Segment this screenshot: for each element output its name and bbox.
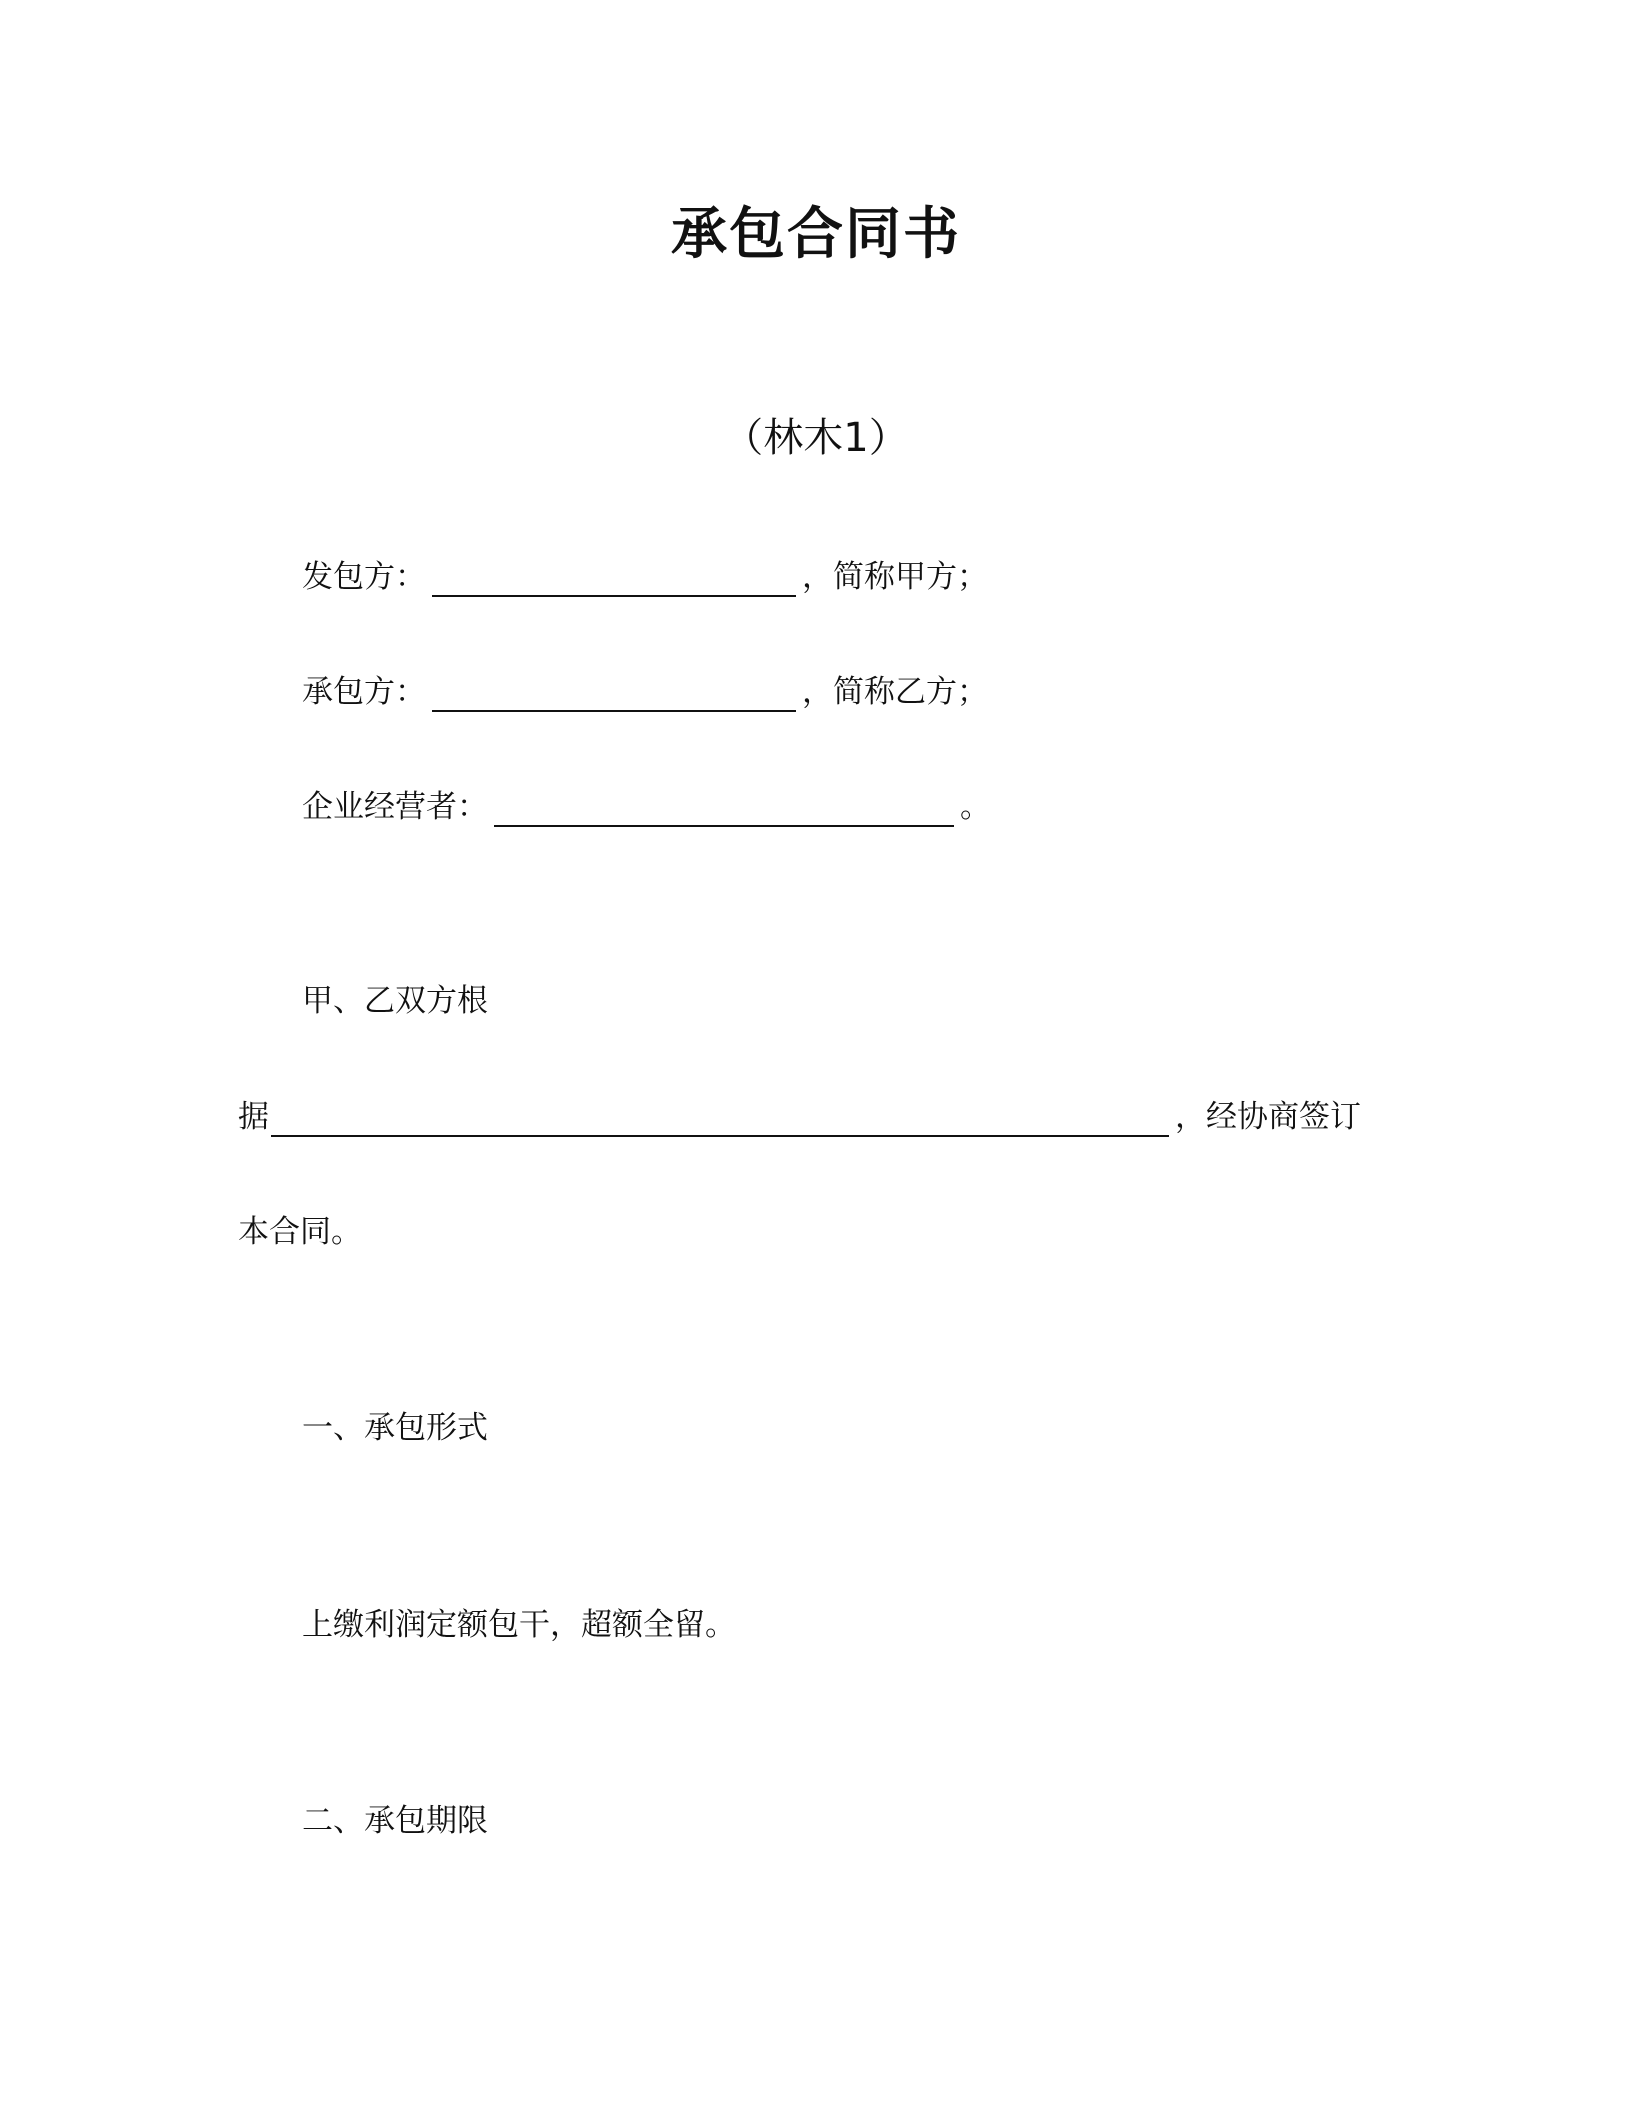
chengbaofang-suffix: ，简称乙方； [802,674,988,710]
fabaofang-label: 发包方： [302,559,426,595]
preamble-blank[interactable] [271,1101,1169,1137]
section-1-heading: 一、承包形式 [302,1410,488,1446]
section-2-heading: 二、承包期限 [302,1803,488,1839]
chengbaofang-line [302,672,988,712]
fabaofang-line [302,557,988,597]
chengbaofang-label: 承包方： [302,674,426,710]
jingyingzhe-label: 企业经营者： [302,789,488,825]
section-1-body: 上缴利润定额包干，超额全留。 [302,1607,736,1643]
document-subtitle: （林木1） [723,415,909,461]
fabaofang-suffix: ，简称甲方； [802,559,988,595]
preamble-line-3: 本合同。 [238,1214,362,1250]
preamble-suffix: ，经协商签订 [1175,1099,1361,1135]
preamble-line-2 [238,1097,1361,1137]
chengbaofang-blank[interactable] [432,676,796,712]
preamble-prefix: 据 [238,1099,269,1135]
preamble-line-1: 甲、乙双方根 [302,983,488,1019]
document-title: 承包合同书 [671,202,961,267]
fabaofang-blank[interactable] [432,561,796,597]
jingyingzhe-line [302,787,991,827]
jingyingzhe-suffix: 。 [960,789,991,825]
jingyingzhe-blank[interactable] [494,791,954,827]
